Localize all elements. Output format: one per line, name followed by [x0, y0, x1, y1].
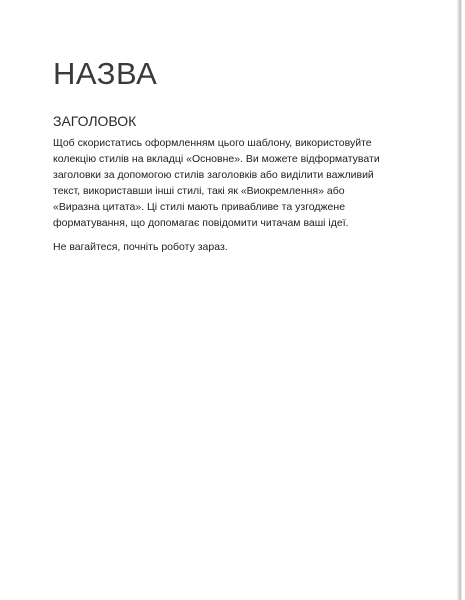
paragraph-line-1[interactable]: Щоб скористатись оформленням цього шаблону, використовуйте: [53, 137, 372, 149]
paragraph-line-2[interactable]: колекцію стилів на вкладці «Основне». Ви можете відформатувати: [53, 153, 380, 165]
closing-paragraph[interactable]: Не вагайтеся, почніть роботу зараз.: [53, 241, 228, 253]
paragraph-line-6[interactable]: форматування, що допомагає повідомити читачам ваші ідеї.: [53, 217, 349, 229]
page-edge-shadow: [457, 0, 465, 600]
paragraph-line-3[interactable]: заголовки за допомогою стилів заголовків або виділити важливий: [53, 169, 374, 181]
document-title[interactable]: НАЗВА: [53, 56, 158, 91]
document-heading[interactable]: ЗАГОЛОВОК: [53, 113, 137, 129]
paragraph-line-5[interactable]: «Виразна цитата». Ці стилі мають привабливе та узгоджене: [53, 201, 346, 213]
paragraph-line-4[interactable]: текст, використавши інші стилі, такі як «Виокремлення» або: [53, 185, 345, 197]
